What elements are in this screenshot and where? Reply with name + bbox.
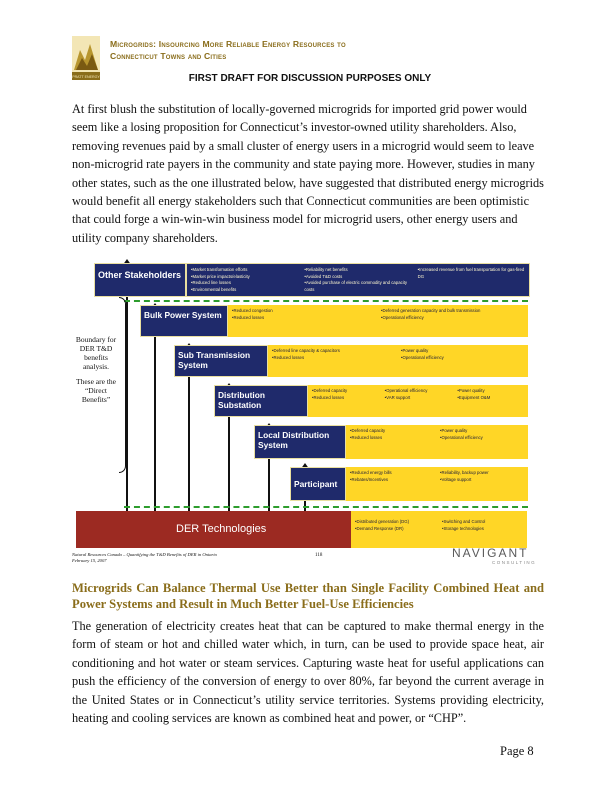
benefit-item: • Market transformation efforts [191, 267, 298, 274]
benefits-local-distribution-system [346, 425, 528, 459]
benefit-item: • Market price impacts/elasticity [191, 274, 298, 281]
page-number: Page 8 [500, 744, 534, 758]
navigant-consulting-text: CONSULTING [492, 560, 537, 565]
level-bulk-power-system [140, 305, 228, 337]
benefit-item: • Rebates/Incentives [350, 477, 434, 484]
direct-benefits-text: These are the “Direct Benefits” [76, 377, 116, 404]
boundary-annotation [72, 335, 120, 404]
boundary-line-bottom [124, 506, 528, 508]
der-item: • Switching and Control [442, 519, 523, 526]
benefit-item: • Reduced losses [350, 435, 434, 442]
level-label: Distribution Substation [218, 390, 265, 410]
level-label: Other Stakeholders [98, 270, 182, 280]
benefit-item: • Deferred capacity [350, 428, 434, 435]
benefit-item: • Reduced losses [312, 395, 379, 402]
boundary-brace [119, 297, 126, 473]
benefits-other-stakeholders [186, 263, 530, 297]
benefit-item: • Reliability net benefits [304, 267, 411, 274]
level-label: Bulk Power System [144, 310, 222, 320]
benefit-item: • Power quality [457, 388, 524, 395]
source-line2: February 15, 2007 [72, 558, 107, 563]
benefit-item: • Reduced congestion [232, 308, 375, 315]
benefit-item: • Avoided T&D costs [304, 274, 411, 281]
level-other-stakeholders [94, 263, 186, 297]
benefit-item: • Reduced losses [232, 315, 375, 322]
benefits-der-technologies [351, 511, 527, 548]
benefit-item: • VAR support [385, 395, 452, 402]
header-title-line2: Connecticut Towns and Cities [110, 51, 227, 61]
level-label: Participant [294, 479, 338, 489]
benefit-item: • Operational efficiency [381, 315, 524, 322]
benefit-item: • Voltage support [440, 477, 524, 484]
logo-text: PRATT ENERGY [72, 75, 100, 79]
benefits-distribution-substation [308, 385, 528, 417]
section-heading: Microgrids Can Balance Thermal Use Better than Single Facility Combined Heat and Power Systems and Result in Much Better Fuel-Use Efficiencies [72, 581, 544, 611]
navigant-logo: NAVIGANT [452, 546, 529, 560]
body-paragraph: The generation of electricity creates heat that can be captured to make thermal energy in the form of steam or hot and chilled water which, in turn, can be used to provide space heat, air conditioning and hot water or steam services. Capturing waste heat for useful applications can push the efficiency of the conversion of energy to over 80%, far beyond the current average in the United States or in Connecticut’s utility service territories. Systems providing electricity, heating and cooling services are known as combined heat and power, or “CHP”. [72, 619, 544, 726]
level-label: Local Distribution System [258, 430, 330, 450]
der-technologies-bar [76, 511, 351, 548]
boundary-line-top [124, 300, 528, 302]
figure-source [72, 552, 217, 564]
benefit-item: • Deferred line capacity & capacitors [272, 348, 395, 355]
benefit-item: • Deferred generation capacity and bulk transmission [381, 308, 524, 315]
benefit-item: • Reduced losses [272, 355, 395, 362]
benefit-item: • Equipment O&M [457, 395, 524, 402]
boundary-text: Boundary for DER T&D benefits analysis. [75, 335, 117, 371]
der-item: • Demand Response (DR) [355, 526, 436, 533]
document-header-title [110, 38, 530, 62]
der-benefits-figure [72, 257, 542, 565]
level-label: Sub Transmission System [178, 350, 251, 370]
draft-notice: FIRST DRAFT FOR DISCUSSION PURPOSES ONLY [188, 73, 432, 84]
benefit-item: • Operational efficiency [385, 388, 452, 395]
source-line1: Natural Resources Canada – Quantifying the T&D Benefits of DER in Ontario [72, 552, 217, 557]
der-label: DER Technologies [176, 523, 267, 535]
level-local-distribution-system [254, 425, 346, 459]
benefit-item: • Reduced line losses [191, 280, 298, 287]
source-number: 118 [315, 553, 323, 558]
benefit-item: • Reliability, backup power [440, 470, 524, 477]
arrow-bulk-power [154, 309, 156, 511]
der-item: • Storage technologies [442, 526, 523, 533]
benefit-item: • Operational efficiency [401, 355, 524, 362]
benefit-item: • Deferred capacity [312, 388, 379, 395]
benefits-participant [346, 467, 528, 501]
intro-paragraph: At first blush the substitution of locally-governed microgrids for imported grid power would seem like a losing proposition for Connecticut’s investor-owned utility shareholders. Also, removing revenues paid by a small cluster of energy users in a microgrid would seem to leave non-microgrid rate payers in the community and state paying more. However, studies in many other states, such as the one illustrated below, have suggested that distributed energy microgrids would benefit all energy stakeholders such that Connecticut communities are been optimistic that could forge a win-win-win business model for microgrid users, other energy users and utility company shareholders. [72, 102, 544, 245]
benefit-item: • Avoided purchase of electric commodity and capacity costs [304, 280, 411, 293]
level-participant [290, 467, 346, 501]
level-sub-transmission-system [174, 345, 268, 377]
benefits-bulk-power-system [228, 305, 528, 337]
benefit-item: • Environmental benefits [191, 287, 298, 294]
der-item: • Distributed generation (DG) [355, 519, 436, 526]
header-title-line1: Microgrids: Insourcing More Reliable Energy Resources to [110, 39, 346, 49]
benefit-item: • Increased revenue from fuel transportation for gas-fired DG [418, 267, 525, 280]
benefits-sub-transmission-system [268, 345, 528, 377]
level-distribution-substation [214, 385, 308, 417]
benefit-item: • Reduced energy bills [350, 470, 434, 477]
benefit-item: • Operational efficiency [440, 435, 524, 442]
benefit-item: • Power quality [401, 348, 524, 355]
benefit-item: • Power quality [440, 428, 524, 435]
